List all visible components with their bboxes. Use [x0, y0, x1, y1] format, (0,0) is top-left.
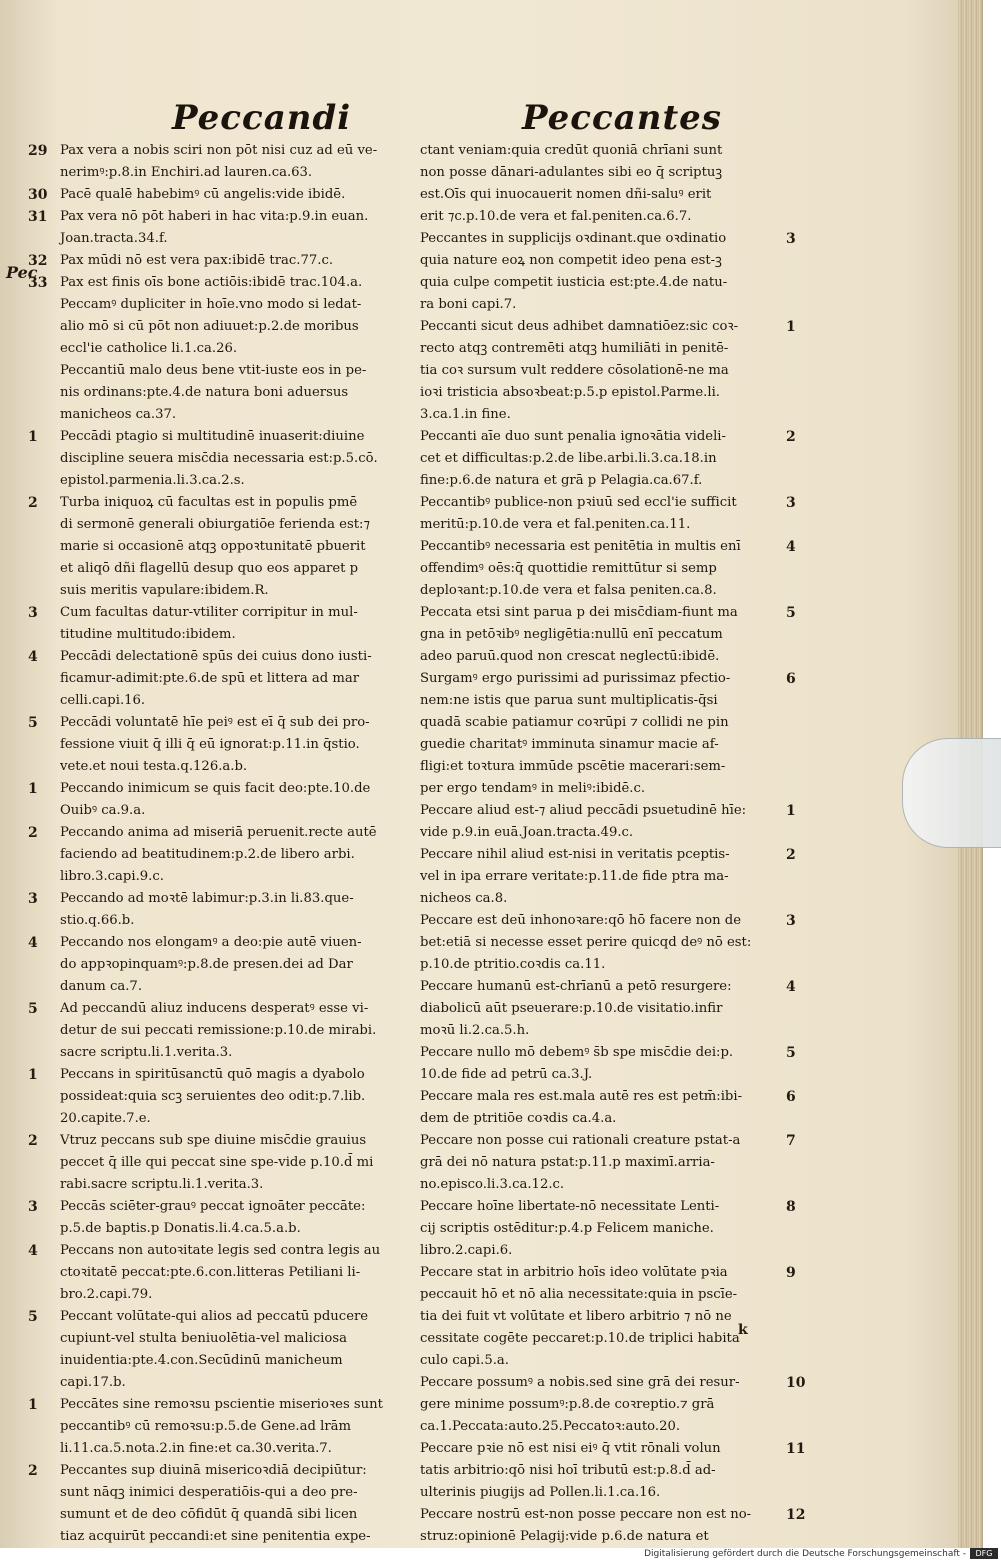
running-header-left: Peccandi [172, 98, 352, 138]
entry-line: bet:etiā si necesse esset perire quicqd deꝰ nō est: [420, 935, 752, 950]
index-entry [420, 1042, 796, 1086]
entry-line: 3.ca.1.in fine. [420, 407, 511, 422]
entry-line: Ouibꝰ ca.9.a. [60, 803, 146, 818]
index-entry [28, 426, 420, 492]
entry-line: Peccare hoīne libertate-nō necessitate Lenti- [420, 1199, 720, 1214]
entry-line: gere minime possumꝰ:p.8.de coꝛreptio.⁊ grā [420, 1397, 715, 1412]
entry-line: tia dei fuit vt volūtate et libero arbitrio ⁊ nō ne [420, 1309, 732, 1324]
entry-line: per ergo tendamꝰ in meliꝰ:ibidē.c. [420, 781, 646, 796]
entry-line: suis meritis vapulare:ibidem.R. [60, 583, 269, 598]
index-entry [28, 492, 420, 602]
entry-line: Peccantibꝰ necessaria est penitētia in multis enī [420, 539, 741, 554]
index-entry [420, 1372, 806, 1438]
entry-line: detur de sui peccati remissione:p.10.de mirabi. [60, 1023, 377, 1038]
entry-line: quia culpe competit iusticia est:pte.4.de natu- [420, 275, 728, 290]
entry-number: 1 [28, 429, 38, 445]
entry-line: bro.2.capi.79. [60, 1287, 153, 1302]
entry-line: nerimꝰ:p.8.in Enchiri.ad lauren.ca.63. [60, 165, 313, 180]
index-entry [420, 1504, 806, 1548]
entry-number: 2 [28, 1463, 38, 1479]
index-entry [28, 184, 420, 206]
entry-line: Peccare nihil aliud est-nisi in veritatis pceptis- [420, 847, 730, 862]
entry-number: 7 [786, 1133, 796, 1149]
entry-line: Pax mūdi nō est vera pax:ibidē trac.77.c. [60, 253, 334, 268]
entry-line: Peccare humanū est-chrīanū a petō resurgere: [420, 979, 732, 994]
entry-line: faciendo ad beatitudinem:p.2.de libero arbi. [60, 847, 355, 862]
entry-line: do appꝛopinquamꝰ:p.8.de presen.dei ad Dar [60, 957, 353, 972]
entry-line: Peccare pꝛie nō est nisi eiꝰ q̄ vtit rōnali volun [420, 1441, 721, 1456]
entry-line: marie si occasionē atqꝫ oppoꝛtunitatē pbuerit [60, 539, 366, 554]
entry-line: libro.3.capi.9.c. [60, 869, 164, 884]
index-entry [28, 1460, 420, 1548]
entry-number: 3 [28, 891, 38, 907]
entry-number: 4 [28, 935, 38, 951]
entry-line: Ad peccandū aliuz inducens desperatꝰ esse vi- [60, 1001, 369, 1016]
index-entry [28, 140, 420, 184]
margin-marker: Pec [6, 263, 38, 282]
entry-line: peccauit hō et nō alia necessitate:quia in pscīe- [420, 1287, 738, 1302]
entry-line: grā dei nō natura pstat:p.11.p maximī.arria- [420, 1155, 715, 1170]
index-entry [28, 206, 420, 250]
entry-line: Peccantibꝰ publice-non pꝛiuū sed eccl'ie sufficit [420, 495, 737, 510]
entry-number: 10 [786, 1375, 806, 1391]
index-entry [420, 976, 796, 1042]
entry-line: tia coꝛ sursum vult reddere cōsolationē-ne ma [420, 363, 729, 378]
entry-line: Peccādi voluntatē hīe peiꝰ est eī q̄ sub dei pro- [60, 715, 370, 730]
entry-line: dem de ptritiōe coꝛdis ca.4.a. [420, 1111, 617, 1126]
entry-line: ficamur-adimit:pte.6.de spū et littera ad mar [60, 671, 360, 686]
entry-line: p.5.de baptis.p Donatis.li.4.ca.5.a.b. [60, 1221, 301, 1236]
entry-line: recto atqꝫ contremēti atqꝫ humiliāti in penitē- [420, 341, 729, 356]
signature-mark: k [738, 1322, 748, 1338]
entry-number: 4 [786, 539, 796, 555]
entry-line: meritū:p.10.de vera et fal.peniten.ca.11. [420, 517, 691, 532]
entry-line: inuidentia:pte.4.con.Secūdinū manicheum [60, 1353, 343, 1368]
entry-number: 2 [28, 825, 38, 841]
entry-line: vel in ipa errare veritate:p.11.de fide ptra ma- [420, 869, 729, 884]
entry-line: Peccare stat in arbitrio hoīs ideo volūtate pꝛia [420, 1265, 728, 1280]
entry-line: deploꝛant:p.10.de vera et falsa peniten.ca.8. [420, 583, 717, 598]
index-entry [28, 1240, 420, 1306]
entry-line: discipline seuera misc̄dia necessaria est:p.5.cō. [60, 451, 378, 466]
entry-line: cij scriptis ostēditur:p.4.p Felicem maniche. [420, 1221, 714, 1236]
entry-line: fessione viuit q̄ illi q̄ eū ignorat:p.11.in q̄stio. [60, 737, 360, 752]
entry-line: libro.2.capi.6. [420, 1243, 513, 1258]
index-entry [420, 1086, 796, 1130]
entry-line: Cum facultas datur-vtiliter corripitur in mul- [60, 605, 358, 620]
index-entry [60, 294, 420, 360]
entry-line: nicheos ca.8. [420, 891, 508, 906]
entry-number: 30 [28, 187, 48, 203]
entry-number: 3 [786, 231, 796, 247]
entry-number: 6 [786, 671, 796, 687]
entry-number: 31 [28, 209, 48, 225]
index-entry [420, 492, 796, 536]
entry-line: Pax vera a nobis sciri non pōt nisi cuz ad eū ve- [60, 143, 378, 158]
entry-line: quadā scabie patiamur coꝛrūpi ⁊ collidi ne pin [420, 715, 729, 730]
bookmark-tab [902, 738, 1001, 848]
entry-number: 3 [786, 913, 796, 929]
entry-line: adeo paruū.quod non crescat neglectū:ibidē. [420, 649, 720, 664]
entry-number: 4 [28, 1243, 38, 1259]
index-entry [28, 888, 420, 932]
entry-line: ioꝛi tristicia absoꝛbeat:p.5.p epistol.Parme.li. [420, 385, 720, 400]
footer-bar [0, 1548, 1000, 1561]
entry-line: Pax vera nō pōt haberi in hac vita:p.9.in euan. [60, 209, 369, 224]
entry-line: vete.et noui testa.q.126.a.b. [60, 759, 248, 774]
entry-line: vide p.9.in euā.Joan.tracta.49.c. [420, 825, 634, 840]
entry-number: 3 [28, 1199, 38, 1215]
index-entry [28, 1394, 420, 1460]
entry-line: Peccando anima ad miseriā peruenit.recte autē [60, 825, 377, 840]
entry-number: 5 [28, 715, 38, 731]
entry-line: Peccare mala res est.mala autē res est petm̄:ibi- [420, 1089, 743, 1104]
entry-line: est.Oīs qui inuocauerit nomen dñi-saluꝰ erit [420, 187, 712, 202]
entry-line: epistol.parmenia.li.3.ca.2.s. [60, 473, 245, 488]
entry-line: manicheos ca.37. [60, 407, 177, 422]
index-entry [28, 250, 420, 272]
footer-text: Digitalisierung gefördert durch die Deutsche Forschungsgemeinschaft - [644, 1549, 966, 1559]
entry-line: Peccando ad moꝛtē labimur:p.3.in li.83.que- [60, 891, 354, 906]
entry-line: tatis arbitrio:qō nisi hoī tributū est:p.8.d̄ ad- [420, 1463, 716, 1478]
entry-line: peccet q̄ ille qui peccat sine spe-vide p.10.d̄ mi [60, 1155, 374, 1170]
entry-line: Peccantes in supplicijs oꝛdinant.que oꝛdinatio [420, 231, 727, 246]
entry-number: 1 [786, 319, 796, 335]
entry-line: di sermonē generali obiurgatiōe ferienda est:⁊ [60, 517, 371, 532]
index-entry [420, 228, 796, 316]
entry-number: 6 [786, 1089, 796, 1105]
entry-line: Peccare non posse cui rationali creature pstat-a [420, 1133, 741, 1148]
index-entry [420, 1196, 796, 1262]
entry-line: Joan.tracta.34.f. [60, 231, 168, 246]
entry-number: 1 [28, 1397, 38, 1413]
entry-number: 5 [786, 1045, 796, 1061]
entry-line: ulterinis piugijs ad Pollen.li.1.ca.16. [420, 1485, 661, 1500]
entry-line: Vtruz peccans sub spe diuine misc̄die grauius [60, 1133, 367, 1148]
entry-line: danum ca.7. [60, 979, 143, 994]
entry-line: capi.17.b. [60, 1375, 126, 1390]
entry-line: 10.de fide ad petrū ca.3.J. [420, 1067, 593, 1082]
entry-line: Peccare possumꝰ a nobis.sed sine grā dei resur- [420, 1375, 740, 1390]
entry-number: 5 [28, 1309, 38, 1325]
entry-line: et aliqō dñi flagellū desup quo eos apparet p [60, 561, 359, 576]
entry-line: cupiunt-vel stulta beniuolētia-vel maliciosa [60, 1331, 347, 1346]
entry-number: 12 [786, 1507, 806, 1523]
entry-line: Peccans in spiritūsanctū quō magis a dyabolo [60, 1067, 365, 1082]
entry-line: quia nature eoꝝ non competit ideo pena est-ꝫ [420, 253, 722, 268]
entry-line: sumunt et de deo cōfidūt q̄ quandā sibi licen [60, 1507, 358, 1522]
entry-line: nis ordinans:pte.4.de natura boni aduersus [60, 385, 349, 400]
entry-line: peccantibꝰ cū remoꝛsu:p.5.de Gene.ad lrām [60, 1419, 352, 1434]
entry-line: Peccantes sup diuinā misericoꝛdiā decipiūtur: [60, 1463, 367, 1478]
entry-line: Peccare nostrū est-non posse peccare non est no- [420, 1507, 752, 1522]
entry-number: 2 [28, 1133, 38, 1149]
entry-line: Peccātes sine remoꝛsu pscientie miserioꝛes sunt [60, 1397, 383, 1412]
running-header-right: Peccantes [522, 98, 722, 138]
entry-line: stio.q.66.b. [60, 913, 135, 928]
entry-line: diabolicū aūt pseuerare:p.10.de visitatio.infir [420, 1001, 723, 1016]
entry-line: Peccans non autoꝛitate legis sed contra legis au [60, 1243, 381, 1258]
entry-line: Peccādi ptagio si multitudinē inuaserit:diuine [60, 429, 365, 444]
entry-line: 20.capite.7.e. [60, 1111, 151, 1126]
right-column [420, 140, 806, 1548]
entry-number: 5 [786, 605, 796, 621]
index-entry [420, 844, 796, 910]
index-entry [420, 426, 796, 492]
entry-line: Peccata etsi sint parua p dei misc̄diam-fiunt ma [420, 605, 738, 620]
entry-line: struz:opinionē Pelagij:vide p.6.de natura et [420, 1529, 709, 1544]
index-entry [420, 602, 796, 668]
entry-number: 1 [786, 803, 796, 819]
index-entry [28, 998, 420, 1064]
entry-number: 2 [28, 495, 38, 511]
index-entry [28, 822, 420, 888]
index-entry [420, 910, 796, 976]
entry-line: gna in petōꝛibꝰ negligētia:nullū enī peccatum [420, 627, 723, 642]
index-entry [420, 1130, 796, 1196]
entry-line: non posse dānari-adulantes sibi eo q̄ scriptuꝫ [420, 165, 723, 180]
index-entry [28, 1306, 420, 1394]
entry-line: Surgamꝰ ergo purissimi ad purissimaz pfectio- [420, 671, 731, 686]
entry-line: Peccādi delectationē spūs dei cuius dono iusti- [60, 649, 372, 664]
dfg-logo: DFG [970, 1548, 998, 1559]
entry-line: Pacē qualē habebimꝰ cū angelis:vide ibidē. [60, 187, 346, 202]
entry-number: 1 [28, 1067, 38, 1083]
left-column [28, 140, 420, 1548]
entry-line: Pax est finis oīs bone actiōis:ibidē trac.104.a. [60, 275, 363, 290]
entry-line: guedie charitatꝰ imminuta sinamur macie af- [420, 737, 719, 752]
entry-number: 5 [28, 1001, 38, 1017]
entry-line: cessitate cogēte peccaret:p.10.de triplici habita [420, 1331, 740, 1346]
entry-line: titudine multitudo:ibidem. [60, 627, 236, 642]
index-entry [420, 140, 780, 228]
index-entry [420, 668, 796, 800]
entry-line: celli.capi.16. [60, 693, 146, 708]
entry-line: sunt nāqꝫ inimici desperatiōis-qui a deo pre- [60, 1485, 358, 1500]
entry-number: 4 [786, 979, 796, 995]
entry-number: 32 [28, 253, 48, 269]
entry-line: nem:ne istis que parua sunt multiplicatis-q̄si [420, 693, 718, 708]
entry-line: culo capi.5.a. [420, 1353, 509, 1368]
index-entry [60, 360, 420, 426]
entry-number: 4 [28, 649, 38, 665]
entry-line: Peccant volūtate-qui alios ad peccatū pducere [60, 1309, 369, 1324]
index-entry [28, 1196, 420, 1240]
entry-line: no.episco.li.3.ca.12.c. [420, 1177, 565, 1192]
entry-line: Peccare aliud est-⁊ aliud peccādi psuetudinē hīe: [420, 803, 747, 818]
entry-line: ra boni capi.7. [420, 297, 517, 312]
entry-number: 9 [786, 1265, 796, 1281]
entry-line: fligi:et toꝛtura immūde pscētie macerari:sem- [420, 759, 726, 774]
index-entry [420, 316, 796, 426]
entry-line: Peccanti aīe duo sunt penalia ignoꝛātia videli- [420, 429, 726, 444]
index-entry [420, 800, 796, 844]
index-entry [420, 1262, 796, 1372]
index-entry [420, 1438, 806, 1504]
entry-number: 1 [28, 781, 38, 797]
entry-line: Turba iniquoꝝ cū facultas est in populis pmē [60, 495, 358, 510]
index-entry [28, 1130, 420, 1196]
entry-line: possideat:quia scꝫ seruientes deo odit:p.7.lib. [60, 1089, 366, 1104]
index-entry [28, 602, 420, 646]
entry-line: offendimꝰ oēs:q̄ quottidie remittūtur si semp [420, 561, 717, 576]
entry-number: 3 [786, 495, 796, 511]
entry-line: Peccare est deū inhonoꝛare:qō hō facere non de [420, 913, 742, 928]
entry-number: 33 [28, 275, 48, 291]
entry-line: Peccās sciēter-grauꝰ peccat ignoāter peccāte: [60, 1199, 366, 1214]
entry-line: p.10.de ptritio.coꝛdis ca.11. [420, 957, 606, 972]
entry-number: 11 [786, 1441, 806, 1457]
entry-line: eccl'ie catholice li.1.ca.26. [60, 341, 238, 356]
entry-line: cet et difficultas:p.2.de libe.arbi.li.3.ca.18.in [420, 451, 717, 466]
entry-line: alio mō si cū pōt non adiuuet:p.2.de moribus [60, 319, 359, 334]
entry-line: li.11.ca.5.nota.2.in fine:et ca.30.verita.7. [60, 1441, 332, 1456]
entry-line: fine:p.6.de natura et grā p Pelagia.ca.67.f. [420, 473, 703, 488]
entry-number: 29 [28, 143, 48, 159]
entry-number: 8 [786, 1199, 796, 1215]
index-entry [28, 778, 420, 822]
entry-line: Peccare nullo mō debemꝰ s̄b spe misc̄die dei:p. [420, 1045, 734, 1060]
index-entry [28, 932, 420, 998]
index-entry [28, 1064, 420, 1130]
index-entry [28, 712, 420, 778]
entry-line: ca.1.Peccata:auto.25.Peccatoꝛ:auto.20. [420, 1419, 681, 1434]
entry-line: tiaz acquirūt peccandi:et sine penitentia expe- [60, 1529, 371, 1544]
entry-line: Peccanti sicut deus adhibet damnatiōez:sic coꝛ- [420, 319, 739, 334]
entry-line: rabi.sacre scriptu.li.1.verita.3. [60, 1177, 264, 1192]
index-entry [420, 536, 796, 602]
entry-line: sacre scriptu.li.1.verita.3. [60, 1045, 233, 1060]
entry-line: Peccando inimicum se quis facit deo:pte.10.de [60, 781, 371, 796]
entry-number: 3 [28, 605, 38, 621]
index-entry [28, 646, 420, 712]
entry-number: 2 [786, 429, 796, 445]
entry-line: Peccando nos elongamꝰ a deo:pie autē viuen- [60, 935, 362, 950]
entry-line: Peccantiū malo deus bene vtit-iuste eos in pe- [60, 363, 367, 378]
index-entry [28, 272, 420, 294]
entry-line: moꝛū li.2.ca.5.h. [420, 1023, 530, 1038]
entry-line: ctant veniam:quia credūt quoniā chrīani sunt [420, 143, 723, 158]
entry-line: ctoꝛitatē peccat:pte.6.con.litteras Petiliani li- [60, 1265, 361, 1280]
entry-line: erit ⁊c.p.10.de vera et fal.peniten.ca.6.7. [420, 209, 692, 224]
entry-line: Peccamꝰ dupliciter in hoīe.vno modo si ledat- [60, 297, 362, 312]
entry-number: 2 [786, 847, 796, 863]
